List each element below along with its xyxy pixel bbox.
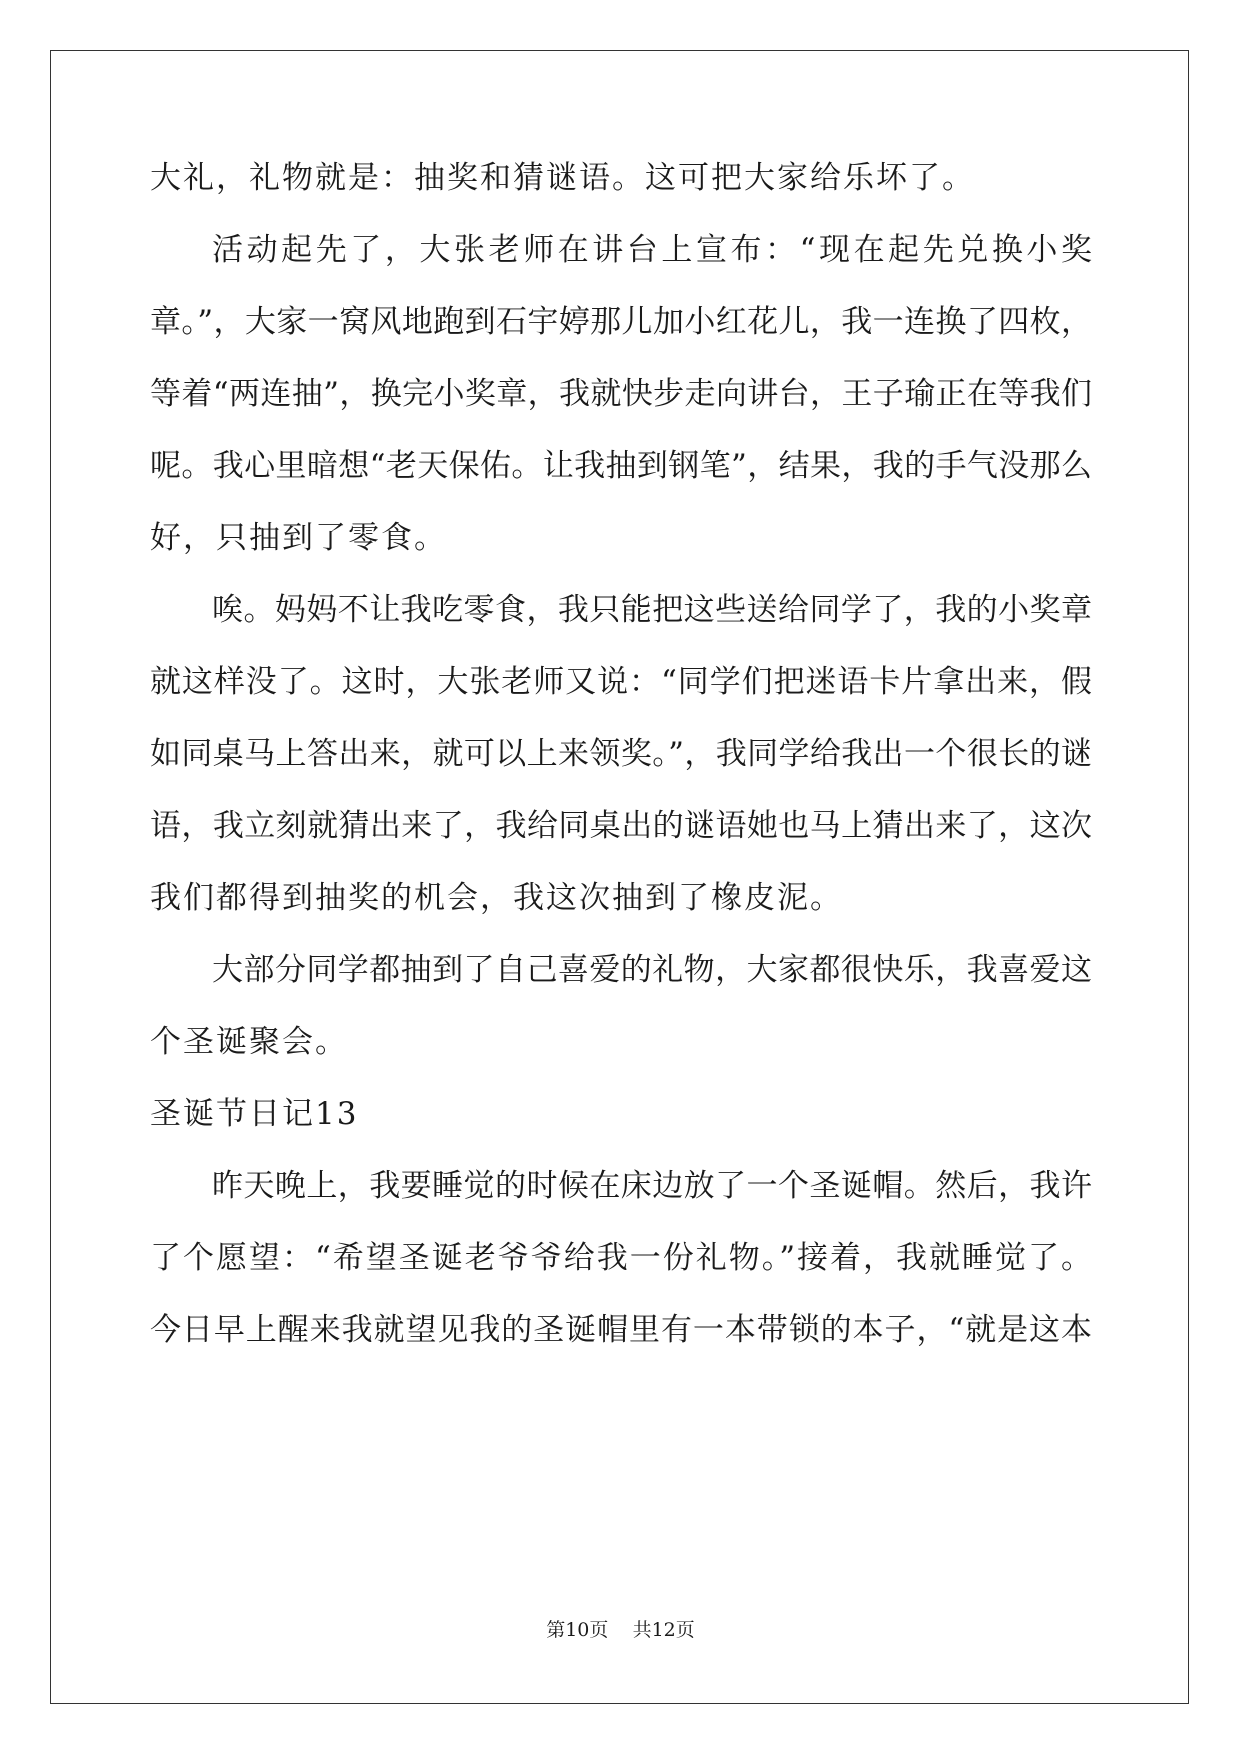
text-line: 昨天晚上，我要睡觉的时候在床边放了一个圣诞帽。然后，我许 bbox=[212, 1168, 1092, 1204]
text-line: 等着“两连抽”，换完小奖章，我就快步走向讲台，王子瑜正在等我们 bbox=[150, 376, 1092, 412]
text-line: 活动起先了，大张老师在讲台上宣布：“现在起先兑换小奖 bbox=[212, 232, 1092, 268]
text-line: 呢。我心里暗想“老天保佑。让我抽到钢笔”，结果，我的手气没那么 bbox=[150, 448, 1092, 484]
text-line: 唉。妈妈不让我吃零食，我只能把这些送给同学了，我的小奖章 bbox=[212, 592, 1092, 628]
text-line: 就这样没了。这时，大张老师又说：“同学们把迷语卡片拿出来，假 bbox=[150, 664, 1092, 700]
page-footer bbox=[0, 1618, 1241, 1642]
page-number: 第10页 bbox=[546, 1619, 609, 1641]
text-line: 语，我立刻就猜出来了，我给同桌出的谜语她也马上猜出来了，这次 bbox=[150, 808, 1092, 844]
text-line: 我们都得到抽奖的机会，我这次抽到了橡皮泥。 bbox=[150, 880, 843, 916]
text-line: 今日早上醒来我就望见我的圣诞帽里有一本带锁的本子，“就是这本 bbox=[150, 1312, 1092, 1348]
page-total: 共12页 bbox=[632, 1619, 695, 1641]
text-line: 个圣诞聚会。 bbox=[150, 1024, 348, 1060]
section-heading: 圣诞节日记13 bbox=[150, 1096, 359, 1132]
text-line: 大部分同学都抽到了自己喜爱的礼物，大家都很快乐，我喜爱这 bbox=[212, 952, 1092, 988]
text-line: 如同桌马上答出来，就可以上来领奖。”，我同学给我出一个很长的谜 bbox=[150, 736, 1092, 772]
text-line: 章。”，大家一窝风地跑到石宇婷那儿加小红花儿，我一连换了四枚， bbox=[150, 304, 1092, 340]
text-line: 好，只抽到了零食。 bbox=[150, 520, 447, 556]
text-line: 了个愿望：“希望圣诞老爷爷给我一份礼物。”接着，我就睡觉了。 bbox=[150, 1240, 1092, 1276]
page-border bbox=[50, 50, 1189, 1704]
text-line: 大礼，礼物就是：抽奖和猜谜语。这可把大家给乐坏了。 bbox=[150, 160, 975, 196]
